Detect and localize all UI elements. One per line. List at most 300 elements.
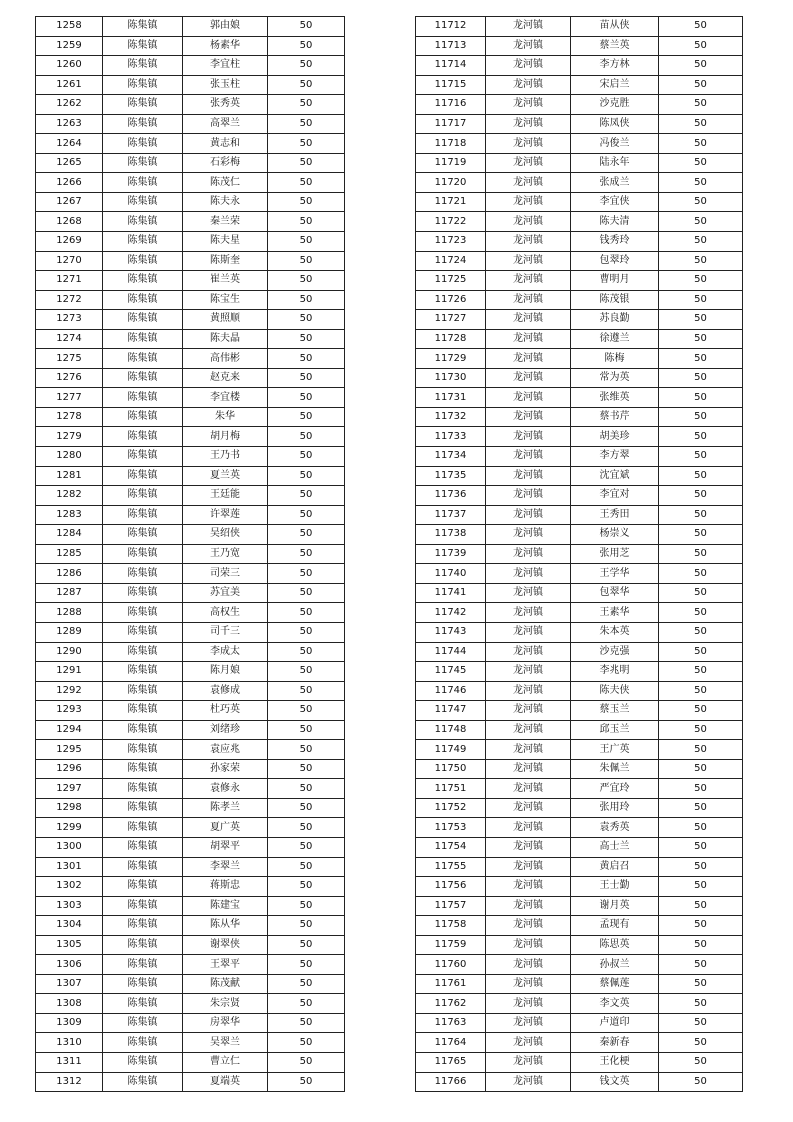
cell-name: 常为英 (571, 368, 659, 388)
cell-number: 11713 (416, 36, 486, 56)
cell-number: 11756 (416, 877, 486, 897)
table-row (416, 290, 743, 310)
cell-town: 龙河镇 (486, 95, 571, 115)
table-row (36, 955, 345, 975)
cell-number: 1261 (36, 75, 103, 95)
cell-amount: 50 (659, 407, 743, 427)
cell-amount: 50 (268, 955, 345, 975)
cell-town: 龙河镇 (486, 388, 571, 408)
cell-town: 龙河镇 (486, 329, 571, 349)
table-row (36, 310, 345, 330)
cell-amount: 50 (268, 798, 345, 818)
cell-number: 1309 (36, 1013, 103, 1033)
cell-amount: 50 (659, 134, 743, 154)
cell-number: 1279 (36, 427, 103, 447)
cell-town: 陈集镇 (103, 114, 183, 134)
cell-number: 1269 (36, 232, 103, 252)
cell-number: 11718 (416, 134, 486, 154)
table-row (416, 271, 743, 291)
table-row (416, 349, 743, 369)
table-row (36, 466, 345, 486)
cell-name: 李文英 (571, 994, 659, 1014)
table-row (416, 75, 743, 95)
cell-town: 陈集镇 (103, 916, 183, 936)
cell-amount: 50 (659, 251, 743, 271)
table-row (36, 916, 345, 936)
table-row (416, 153, 743, 173)
table-row (36, 56, 345, 76)
cell-town: 龙河镇 (486, 896, 571, 916)
cell-name: 石彩梅 (183, 153, 268, 173)
cell-amount: 50 (268, 681, 345, 701)
cell-town: 龙河镇 (486, 56, 571, 76)
table-row (416, 36, 743, 56)
table-row (36, 114, 345, 134)
cell-town: 龙河镇 (486, 681, 571, 701)
table-row (36, 290, 345, 310)
cell-name: 刘绪珍 (183, 720, 268, 740)
cell-amount: 50 (268, 368, 345, 388)
cell-name: 沈宜斌 (571, 466, 659, 486)
cell-town: 龙河镇 (486, 916, 571, 936)
table-row (36, 153, 345, 173)
cell-amount: 50 (659, 877, 743, 897)
cell-town: 陈集镇 (103, 779, 183, 799)
cell-name: 曹立仁 (183, 1052, 268, 1072)
cell-amount: 50 (268, 1072, 345, 1092)
cell-number: 1295 (36, 740, 103, 760)
cell-town: 龙河镇 (486, 486, 571, 506)
cell-number: 1294 (36, 720, 103, 740)
cell-number: 11734 (416, 447, 486, 467)
cell-name: 朱本英 (571, 622, 659, 642)
cell-number: 1292 (36, 681, 103, 701)
cell-name: 郭由娘 (183, 17, 268, 37)
cell-name: 陈斯奎 (183, 251, 268, 271)
cell-town: 龙河镇 (486, 622, 571, 642)
cell-town: 龙河镇 (486, 1072, 571, 1092)
cell-name: 陆永年 (571, 153, 659, 173)
cell-town: 龙河镇 (486, 740, 571, 760)
cell-amount: 50 (659, 447, 743, 467)
cell-name: 袁秀英 (571, 818, 659, 838)
cell-number: 11712 (416, 17, 486, 37)
table-row (36, 271, 345, 291)
table-row (36, 329, 345, 349)
cell-amount: 50 (268, 1052, 345, 1072)
table-row (416, 56, 743, 76)
cell-amount: 50 (659, 290, 743, 310)
table-row (416, 720, 743, 740)
cell-number: 11764 (416, 1033, 486, 1053)
cell-number: 11743 (416, 622, 486, 642)
cell-name: 王素华 (571, 603, 659, 623)
cell-town: 陈集镇 (103, 857, 183, 877)
cell-name: 陈夫星 (183, 232, 268, 252)
cell-amount: 50 (659, 192, 743, 212)
cell-name: 司千三 (183, 622, 268, 642)
cell-amount: 50 (659, 310, 743, 330)
cell-town: 陈集镇 (103, 642, 183, 662)
cell-amount: 50 (659, 759, 743, 779)
cell-town: 龙河镇 (486, 701, 571, 721)
cell-town: 陈集镇 (103, 75, 183, 95)
cell-number: 11751 (416, 779, 486, 799)
cell-number: 11757 (416, 896, 486, 916)
cell-town: 陈集镇 (103, 271, 183, 291)
cell-amount: 50 (268, 153, 345, 173)
cell-amount: 50 (268, 75, 345, 95)
cell-amount: 50 (268, 994, 345, 1014)
table-row (416, 642, 743, 662)
cell-amount: 50 (659, 720, 743, 740)
cell-town: 陈集镇 (103, 603, 183, 623)
cell-number: 11719 (416, 153, 486, 173)
cell-name: 陈建宝 (183, 896, 268, 916)
cell-town: 陈集镇 (103, 466, 183, 486)
cell-name: 王化梗 (571, 1052, 659, 1072)
table-row (416, 95, 743, 115)
cell-number: 11754 (416, 837, 486, 857)
cell-name: 陈茂银 (571, 290, 659, 310)
cell-number: 11736 (416, 486, 486, 506)
cell-amount: 50 (268, 95, 345, 115)
cell-name: 苏良勤 (571, 310, 659, 330)
cell-town: 龙河镇 (486, 877, 571, 897)
table-row (416, 701, 743, 721)
cell-name: 高翠兰 (183, 114, 268, 134)
cell-number: 1271 (36, 271, 103, 291)
cell-number: 1268 (36, 212, 103, 232)
cell-amount: 50 (268, 642, 345, 662)
table-row (36, 75, 345, 95)
cell-town: 陈集镇 (103, 994, 183, 1014)
table-row (416, 466, 743, 486)
cell-number: 11735 (416, 466, 486, 486)
cell-number: 1304 (36, 916, 103, 936)
table-row (36, 505, 345, 525)
cell-amount: 50 (268, 525, 345, 545)
cell-town: 陈集镇 (103, 681, 183, 701)
cell-number: 11715 (416, 75, 486, 95)
cell-amount: 50 (659, 935, 743, 955)
cell-name: 孟现有 (571, 916, 659, 936)
cell-number: 11720 (416, 173, 486, 193)
cell-name: 胡翠平 (183, 837, 268, 857)
table-row (36, 36, 345, 56)
cell-town: 龙河镇 (486, 974, 571, 994)
cell-amount: 50 (268, 192, 345, 212)
table-row (36, 877, 345, 897)
table-row (416, 974, 743, 994)
cell-name: 苏宜美 (183, 583, 268, 603)
table-row (416, 955, 743, 975)
cell-number: 1290 (36, 642, 103, 662)
cell-name: 李宜侠 (571, 192, 659, 212)
cell-amount: 50 (268, 310, 345, 330)
cell-name: 杨崇义 (571, 525, 659, 545)
cell-name: 袁修永 (183, 779, 268, 799)
left-table-body (36, 17, 345, 1092)
table-row (36, 583, 345, 603)
cell-town: 龙河镇 (486, 290, 571, 310)
cell-town: 龙河镇 (486, 837, 571, 857)
cell-number: 1308 (36, 994, 103, 1014)
cell-amount: 50 (268, 251, 345, 271)
cell-amount: 50 (268, 622, 345, 642)
cell-town: 陈集镇 (103, 583, 183, 603)
cell-amount: 50 (659, 779, 743, 799)
cell-number: 1282 (36, 486, 103, 506)
table-row (416, 173, 743, 193)
cell-amount: 50 (268, 1013, 345, 1033)
table-row (416, 818, 743, 838)
cell-number: 11739 (416, 544, 486, 564)
table-row (36, 544, 345, 564)
cell-number: 1286 (36, 564, 103, 584)
cell-number: 1283 (36, 505, 103, 525)
cell-name: 陈茂仁 (183, 173, 268, 193)
cell-town: 龙河镇 (486, 368, 571, 388)
cell-amount: 50 (659, 525, 743, 545)
cell-amount: 50 (268, 349, 345, 369)
cell-name: 高士兰 (571, 837, 659, 857)
cell-name: 吴绍侠 (183, 525, 268, 545)
cell-amount: 50 (268, 740, 345, 760)
cell-town: 龙河镇 (486, 662, 571, 682)
cell-amount: 50 (659, 740, 743, 760)
cell-amount: 50 (659, 466, 743, 486)
cell-amount: 50 (659, 173, 743, 193)
cell-town: 陈集镇 (103, 798, 183, 818)
cell-town: 陈集镇 (103, 349, 183, 369)
cell-number: 1293 (36, 701, 103, 721)
table-row (36, 779, 345, 799)
cell-town: 陈集镇 (103, 388, 183, 408)
cell-name: 王乃书 (183, 447, 268, 467)
cell-number: 11741 (416, 583, 486, 603)
cell-amount: 50 (268, 896, 345, 916)
cell-amount: 50 (659, 271, 743, 291)
cell-amount: 50 (268, 114, 345, 134)
table-row (36, 701, 345, 721)
table-row (36, 173, 345, 193)
cell-amount: 50 (659, 974, 743, 994)
cell-amount: 50 (659, 994, 743, 1014)
table-row (36, 212, 345, 232)
cell-amount: 50 (268, 427, 345, 447)
cell-town: 陈集镇 (103, 153, 183, 173)
cell-town: 陈集镇 (103, 407, 183, 427)
cell-town: 陈集镇 (103, 447, 183, 467)
table-row (36, 427, 345, 447)
table-row (416, 1013, 743, 1033)
cell-amount: 50 (659, 1052, 743, 1072)
cell-town: 龙河镇 (486, 955, 571, 975)
cell-number: 11750 (416, 759, 486, 779)
cell-name: 杨素华 (183, 36, 268, 56)
table-row (36, 642, 345, 662)
cell-name: 李方翠 (571, 447, 659, 467)
cell-amount: 50 (268, 212, 345, 232)
cell-name: 蔡佩莲 (571, 974, 659, 994)
cell-number: 1278 (36, 407, 103, 427)
cell-amount: 50 (268, 134, 345, 154)
cell-number: 1281 (36, 466, 103, 486)
cell-amount: 50 (268, 36, 345, 56)
cell-name: 张用玲 (571, 798, 659, 818)
table-row (36, 622, 345, 642)
cell-town: 龙河镇 (486, 212, 571, 232)
cell-number: 1306 (36, 955, 103, 975)
cell-number: 1285 (36, 544, 103, 564)
cell-amount: 50 (268, 486, 345, 506)
cell-town: 陈集镇 (103, 505, 183, 525)
cell-number: 11758 (416, 916, 486, 936)
cell-name: 王学华 (571, 564, 659, 584)
table-row (36, 447, 345, 467)
cell-number: 1273 (36, 310, 103, 330)
table-row (416, 368, 743, 388)
cell-amount: 50 (268, 56, 345, 76)
cell-number: 1289 (36, 622, 103, 642)
cell-town: 陈集镇 (103, 837, 183, 857)
cell-number: 1270 (36, 251, 103, 271)
cell-name: 蔡玉兰 (571, 701, 659, 721)
cell-number: 1260 (36, 56, 103, 76)
table-row (416, 583, 743, 603)
cell-name: 苗从侠 (571, 17, 659, 37)
cell-number: 11723 (416, 232, 486, 252)
cell-amount: 50 (659, 212, 743, 232)
cell-town: 陈集镇 (103, 427, 183, 447)
cell-amount: 50 (268, 1033, 345, 1053)
table-row (416, 662, 743, 682)
cell-name: 李宜柱 (183, 56, 268, 76)
cell-amount: 50 (268, 662, 345, 682)
cell-amount: 50 (659, 114, 743, 134)
cell-amount: 50 (268, 407, 345, 427)
table-row (416, 994, 743, 1014)
table-row (416, 1072, 743, 1092)
table-row (416, 877, 743, 897)
table-row (36, 1013, 345, 1033)
table-row (36, 134, 345, 154)
cell-town: 陈集镇 (103, 701, 183, 721)
table-row (416, 759, 743, 779)
cell-number: 11765 (416, 1052, 486, 1072)
cell-amount: 50 (659, 1013, 743, 1033)
cell-name: 王士勤 (571, 877, 659, 897)
table-row (416, 935, 743, 955)
cell-amount: 50 (268, 505, 345, 525)
cell-number: 11744 (416, 642, 486, 662)
table-row (416, 681, 743, 701)
cell-name: 袁修成 (183, 681, 268, 701)
cell-name: 宋启兰 (571, 75, 659, 95)
table-row (416, 310, 743, 330)
cell-number: 11746 (416, 681, 486, 701)
cell-town: 陈集镇 (103, 759, 183, 779)
cell-amount: 50 (268, 779, 345, 799)
cell-number: 1300 (36, 837, 103, 857)
cell-number: 1263 (36, 114, 103, 134)
cell-name: 李成太 (183, 642, 268, 662)
cell-number: 1310 (36, 1033, 103, 1053)
table-row (36, 837, 345, 857)
cell-number: 1265 (36, 153, 103, 173)
cell-amount: 50 (659, 486, 743, 506)
cell-amount: 50 (659, 56, 743, 76)
cell-amount: 50 (659, 955, 743, 975)
cell-name: 卢道印 (571, 1013, 659, 1033)
cell-number: 1303 (36, 896, 103, 916)
table-row (36, 974, 345, 994)
cell-town: 龙河镇 (486, 17, 571, 37)
cell-number: 11738 (416, 525, 486, 545)
cell-town: 陈集镇 (103, 310, 183, 330)
table-row (36, 896, 345, 916)
cell-name: 王广英 (571, 740, 659, 760)
table-row (416, 525, 743, 545)
cell-number: 1284 (36, 525, 103, 545)
cell-name: 蔡书芹 (571, 407, 659, 427)
table-row (416, 603, 743, 623)
cell-town: 龙河镇 (486, 505, 571, 525)
cell-name: 沙克胜 (571, 95, 659, 115)
cell-town: 龙河镇 (486, 75, 571, 95)
table-row (36, 662, 345, 682)
cell-number: 1267 (36, 192, 103, 212)
cell-amount: 50 (659, 681, 743, 701)
cell-number: 11749 (416, 740, 486, 760)
cell-town: 陈集镇 (103, 544, 183, 564)
table-row (416, 798, 743, 818)
cell-amount: 50 (268, 818, 345, 838)
cell-name: 陈夫侠 (571, 681, 659, 701)
cell-name: 孙家荣 (183, 759, 268, 779)
cell-number: 1297 (36, 779, 103, 799)
cell-name: 陈夫晶 (183, 329, 268, 349)
cell-name: 陈从华 (183, 916, 268, 936)
cell-name: 张维英 (571, 388, 659, 408)
table-row (36, 349, 345, 369)
cell-number: 1307 (36, 974, 103, 994)
table-row (416, 916, 743, 936)
cell-number: 1301 (36, 857, 103, 877)
cell-town: 龙河镇 (486, 642, 571, 662)
cell-name: 邱玉兰 (571, 720, 659, 740)
cell-name: 谢翠侠 (183, 935, 268, 955)
cell-name: 胡月梅 (183, 427, 268, 447)
cell-amount: 50 (659, 505, 743, 525)
table-row (416, 114, 743, 134)
cell-town: 龙河镇 (486, 192, 571, 212)
cell-town: 陈集镇 (103, 329, 183, 349)
cell-number: 11733 (416, 427, 486, 447)
cell-number: 11716 (416, 95, 486, 115)
cell-town: 龙河镇 (486, 134, 571, 154)
cell-amount: 50 (659, 349, 743, 369)
cell-town: 陈集镇 (103, 36, 183, 56)
cell-amount: 50 (268, 916, 345, 936)
cell-name: 李兆明 (571, 662, 659, 682)
cell-number: 11728 (416, 329, 486, 349)
cell-town: 龙河镇 (486, 603, 571, 623)
cell-town: 龙河镇 (486, 935, 571, 955)
cell-number: 11731 (416, 388, 486, 408)
cell-town: 龙河镇 (486, 818, 571, 838)
